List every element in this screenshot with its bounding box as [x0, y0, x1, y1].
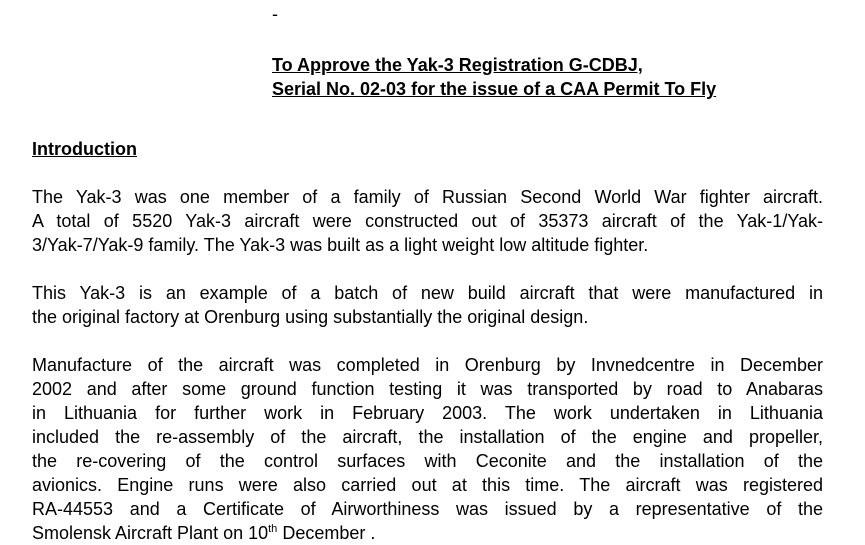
header-dash: -	[272, 4, 278, 24]
paragraph-line: RA-44553 and a Certificate of Airworthiness was issued by a representative of the	[32, 499, 823, 519]
document-title-line-2: Serial No. 02-03 for the issue of a CAA Permit To Fly	[272, 79, 717, 99]
paragraph-line: Manufacture of the aircraft was completed in Orenburg by Invnedcentre in December	[32, 355, 823, 375]
section-heading-introduction: Introduction	[32, 139, 137, 159]
paragraph-line: the re-covering of the control surfaces with Ceconite and the installation of the	[32, 451, 823, 471]
paragraph-line: 3/Yak-7/Yak-9 family. The Yak-3 was built as a light weight low altitude fighter.	[32, 235, 649, 255]
paragraph-line: 2002 and after some ground function testing it was transported by road to Anabaras	[32, 379, 823, 399]
paragraph-line: the original factory at Orenburg using substantially the original design.	[32, 307, 589, 327]
document-title	[272, 53, 716, 101]
last-line-text: Smolensk Aircraft Plant on 10	[32, 523, 269, 543]
paragraph-3	[32, 353, 823, 545]
ordinal-superscript: th	[268, 523, 278, 535]
paragraph-line: This Yak-3 is an example of a batch of new build aircraft that were manufactured in	[32, 283, 823, 303]
paragraph-last-line	[32, 521, 823, 545]
paragraph-line: A total of 5520 Yak-3 aircraft were constructed out of 35373 aircraft of the Yak-1/Yak-	[32, 211, 823, 231]
paragraph-line: avionics. Engine runs were also carried out at this time. The aircraft was registered	[32, 475, 823, 495]
paragraph-line: included the re-assembly of the aircraft, the installation of the engine and propeller,	[32, 427, 823, 447]
paragraph-1	[32, 185, 823, 257]
last-line-tail: December .	[277, 523, 376, 543]
paragraph-2	[32, 281, 823, 329]
paragraph-line: in Lithuania for further work in February 2003. The work undertaken in Lithuania	[32, 403, 823, 423]
paragraph-line: The Yak-3 was one member of a family of Russian Second World War fighter aircraft.	[32, 187, 823, 207]
document-title-line-1: To Approve the Yak-3 Registration G-CDBJ,	[272, 55, 643, 75]
